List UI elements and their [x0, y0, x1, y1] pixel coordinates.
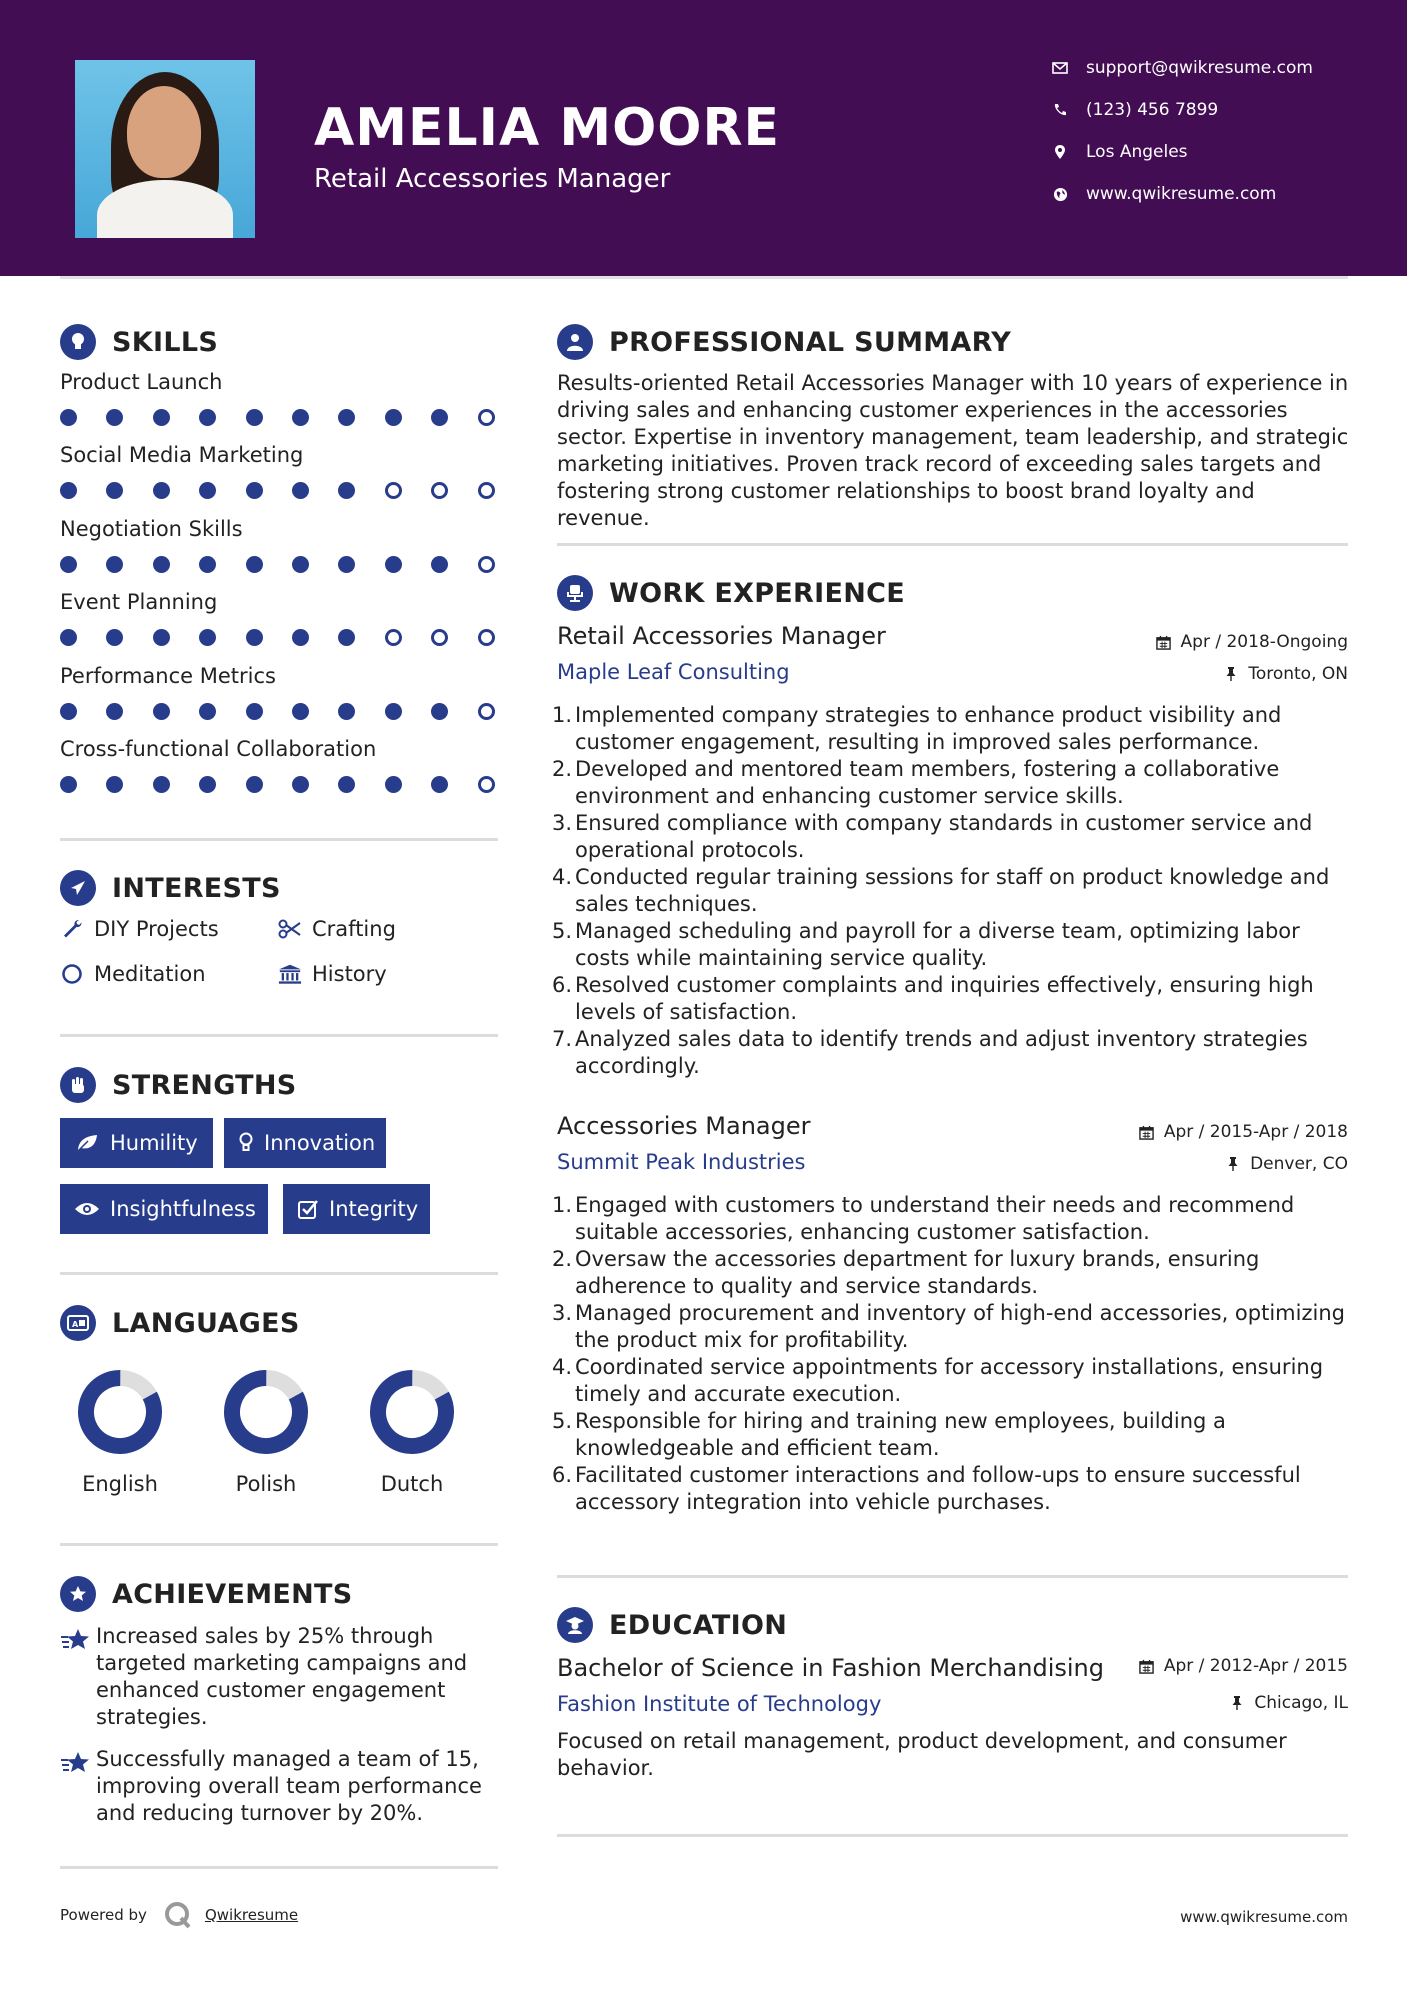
rating-dot-filled: [431, 409, 448, 426]
rating-dot-filled: [60, 409, 77, 426]
section-divider: [557, 543, 1348, 546]
rating-dot-empty: [431, 629, 448, 646]
degree-title: Bachelor of Science in Fashion Merchandising: [557, 1654, 1104, 1682]
section-divider: [557, 1575, 1348, 1578]
skill-name: Performance Metrics: [60, 663, 276, 688]
rating-dot-filled: [292, 629, 309, 646]
language-card-icon: [60, 1305, 96, 1341]
job-location: Toronto, ON: [1222, 664, 1348, 684]
achievement-item: Increased sales by 25% through targeted marketing campaigns and enhanced customer engagement strategies.: [60, 1623, 500, 1731]
responsibility-item: 5. Managed scheduling and payroll for a diverse team, optimizing labor costs while maintaining service quality.: [552, 919, 1300, 970]
rating-dot-filled: [199, 629, 216, 646]
rating-dot-filled: [246, 556, 263, 573]
section-divider: [60, 1272, 498, 1275]
chair-icon: [557, 575, 593, 611]
rating-dot-filled: [199, 556, 216, 573]
rating-dot-filled: [106, 556, 123, 573]
interests-heading: INTERESTS: [60, 870, 281, 906]
section-divider: [60, 1866, 498, 1869]
strength-tag-humility: Humility: [60, 1118, 213, 1168]
rating-dot-filled: [60, 556, 77, 573]
rating-dot-filled: [246, 482, 263, 499]
rating-dot-filled: [60, 482, 77, 499]
rating-dot-filled: [199, 776, 216, 793]
rating-dot-filled: [153, 629, 170, 646]
rating-dot-filled: [292, 703, 309, 720]
experience-heading: WORK EXPERIENCE: [557, 575, 905, 611]
section-divider: [60, 1034, 498, 1037]
rating-dot-filled: [153, 409, 170, 426]
candidate-title: Retail Accessories Manager: [314, 164, 671, 194]
profile-photo: [75, 60, 255, 238]
rating-dot-filled: [292, 776, 309, 793]
rating-dot-filled: [60, 776, 77, 793]
section-divider: [557, 1834, 1348, 1837]
languages-heading: A LANGUAGES: [60, 1305, 300, 1341]
skill-rating: [60, 480, 500, 500]
responsibility-item: 2. Oversaw the accessories department for luxury brands, ensuring adherence to quality and service standards.: [552, 1247, 1260, 1298]
skill-rating: [60, 407, 500, 427]
star-badge-icon: [60, 1576, 96, 1612]
skill-name: Cross-functional Collaboration: [60, 737, 377, 761]
rating-dot-filled: [106, 703, 123, 720]
section-divider: [60, 838, 498, 841]
rating-dot-filled: [385, 409, 402, 426]
rating-dot-filled: [338, 482, 355, 499]
strength-tag-integrity: Integrity: [283, 1184, 430, 1234]
rating-dot-empty: [431, 482, 448, 499]
skill-name: Event Planning: [60, 590, 218, 615]
paper-plane-icon: [60, 870, 96, 906]
qwikresume-link[interactable]: Qwikresume: [204, 1906, 299, 1924]
job-dates: Apr / 2018-Ongoing: [1155, 632, 1348, 652]
leaf-icon: [74, 1132, 100, 1154]
rating-dot-filled: [106, 776, 123, 793]
map-pin-icon: [1050, 142, 1070, 162]
contact-website[interactable]: www.qwikresume.com: [1050, 184, 1276, 204]
skill-rating: [60, 701, 500, 721]
strength-tag-innovation: Innovation: [224, 1118, 386, 1168]
responsibility-item: 1. Implemented company strategies to enhance product visibility and customer engagement, resulting in improved sales performance.: [552, 703, 1282, 754]
star-icon: [60, 1623, 96, 1731]
envelope-icon: [1050, 58, 1070, 78]
rating-dot-filled: [199, 703, 216, 720]
interest-meditation: Meditation: [60, 962, 206, 986]
responsibility-item: 6. Facilitated customer interactions and follow-ups to ensure successful accessory integration into vehicle purchases.: [552, 1463, 1301, 1514]
rating-dot-filled: [292, 556, 309, 573]
circle-icon: [60, 962, 84, 986]
rating-dot-filled: [106, 629, 123, 646]
education-description: Focused on retail management, product development, and consumer behavior.: [557, 1729, 1287, 1780]
bank-icon: [278, 962, 302, 986]
summary-text: Results-oriented Retail Accessories Manager with 10 years of experience in driving sales and enhancing customer experiences in the accessories sector. Expertise in inventory management, team leadership, and strategic marketing initiatives. Proven track record of exceeding sales targets and fostering strong customer relationships to boost brand loyalty and revenue.: [557, 371, 1349, 530]
language-name: Polish: [235, 1472, 297, 1496]
contact-email[interactable]: support@qwikresume.com: [1050, 58, 1313, 78]
summary-heading: PROFESSIONAL SUMMARY: [557, 324, 1011, 360]
interest-history: History: [278, 962, 387, 986]
skill-name: Negotiation Skills: [60, 516, 243, 541]
calendar-icon: [1138, 1657, 1156, 1675]
user-icon: [557, 324, 593, 360]
rating-dot-filled: [385, 556, 402, 573]
check-square-icon: [297, 1198, 319, 1220]
rating-dot-filled: [153, 776, 170, 793]
language-proficiency-arc: [76, 1368, 164, 1456]
rating-dot-filled: [385, 703, 402, 720]
company-name: Summit Peak Industries: [557, 1150, 806, 1174]
education-dates: Apr / 2012-Apr / 2015: [1138, 1656, 1348, 1676]
rating-dot-filled: [60, 629, 77, 646]
contact-location: Los Angeles: [1050, 142, 1188, 162]
rating-dot-filled: [153, 482, 170, 499]
contact-phone[interactable]: (123) 456 7899: [1050, 100, 1218, 120]
rating-dot-filled: [60, 703, 77, 720]
interest-crafting: Crafting: [278, 917, 396, 941]
rating-dot-empty: [478, 556, 495, 573]
rating-dot-filled: [199, 409, 216, 426]
rating-dot-empty: [385, 629, 402, 646]
rating-dot-filled: [153, 556, 170, 573]
job-dates: Apr / 2015-Apr / 2018: [1138, 1122, 1348, 1142]
rating-dot-empty: [478, 482, 495, 499]
phone-icon: [1050, 100, 1070, 120]
achievements-heading: ACHIEVEMENTS: [60, 1576, 353, 1612]
rating-dot-filled: [338, 556, 355, 573]
interest-diy-projects: DIY Projects: [60, 917, 219, 941]
responsibility-item: 5. Responsible for hiring and training new employees, building a knowledgeable and efficient team.: [552, 1409, 1226, 1460]
education-heading: EDUCATION: [557, 1607, 787, 1643]
rating-dot-filled: [246, 776, 263, 793]
rating-dot-filled: [246, 409, 263, 426]
graduate-icon: [557, 1607, 593, 1643]
rating-dot-filled: [385, 776, 402, 793]
responsibility-item: 3. Managed procurement and inventory of high-end accessories, optimizing the product mix for profitability.: [552, 1301, 1345, 1352]
job-responsibilities: [552, 1192, 1352, 1516]
rating-dot-filled: [153, 703, 170, 720]
resume-header: [0, 0, 1407, 276]
rating-dot-filled: [106, 409, 123, 426]
strength-tag-insightfulness: Insightfulness: [60, 1184, 268, 1234]
job-title: Accessories Manager: [557, 1112, 811, 1140]
responsibility-item: 1. Engaged with customers to understand their needs and recommend suitable accessories, enhancing customer satisfaction.: [552, 1193, 1295, 1244]
responsibility-item: 4. Conducted regular training sessions for staff on product knowledge and sales techniques.: [552, 865, 1330, 916]
rating-dot-filled: [338, 629, 355, 646]
section-divider: [60, 1543, 498, 1546]
school-name: Fashion Institute of Technology: [557, 1692, 882, 1716]
rating-dot-filled: [431, 556, 448, 573]
rating-dot-filled: [338, 776, 355, 793]
scissors-icon: [278, 917, 302, 941]
education-location: Chicago, IL: [1228, 1693, 1348, 1713]
responsibility-item: 4. Coordinated service appointments for accessory installations, ensuring timely and accurate execution.: [552, 1355, 1324, 1406]
language-proficiency-ring: [368, 1368, 456, 1456]
rating-dot-filled: [246, 703, 263, 720]
skills-heading: SKILLS: [60, 324, 218, 360]
achievement-item: Successfully managed a team of 15, improving overall team performance and reducing turnover by 20%.: [60, 1746, 500, 1827]
globe-icon: [1050, 184, 1070, 204]
rating-dot-empty: [478, 409, 495, 426]
calendar-icon: [1155, 633, 1173, 651]
skill-name: Product Launch: [60, 370, 223, 394]
language-proficiency-arc: [368, 1368, 456, 1456]
language-proficiency-arc: [222, 1368, 310, 1456]
skill-rating: [60, 774, 500, 794]
rating-dot-filled: [338, 409, 355, 426]
footer-website[interactable]: www.qwikresume.com: [1180, 1908, 1348, 1926]
strengths-heading: STRENGTHS: [60, 1067, 297, 1103]
responsibility-item: 6. Resolved customer complaints and inquiries effectively, ensuring high levels of satisfaction.: [552, 973, 1314, 1024]
pushpin-icon: [1224, 1155, 1242, 1173]
responsibility-item: 2. Developed and mentored team members, fostering a collaborative environment and enhancing customer service skills.: [552, 757, 1280, 808]
job-responsibilities: [552, 702, 1352, 1080]
company-name: Maple Leaf Consulting: [557, 660, 790, 684]
candidate-name: AMELIA MOORE: [314, 98, 781, 158]
language-proficiency-ring: [222, 1368, 310, 1456]
rating-dot-filled: [431, 703, 448, 720]
header-divider: [60, 276, 1348, 279]
rating-dot-filled: [246, 629, 263, 646]
footer-powered-by: Powered by Qwikresume: [60, 1900, 298, 1930]
rating-dot-empty: [478, 629, 495, 646]
lightbulb-icon: [238, 1132, 254, 1154]
pushpin-icon: [1228, 1694, 1246, 1712]
eye-icon: [74, 1198, 100, 1220]
star-icon: [60, 1746, 96, 1827]
wrench-icon: [60, 917, 84, 941]
hand-icon: [60, 1067, 96, 1103]
language-name: English: [82, 1472, 158, 1496]
skill-name: Social Media Marketing: [60, 443, 304, 468]
rating-dot-filled: [199, 482, 216, 499]
job-title: Retail Accessories Manager: [557, 622, 886, 650]
lightbulb-icon: [60, 324, 96, 360]
rating-dot-filled: [292, 409, 309, 426]
skill-rating: [60, 554, 500, 574]
rating-dot-empty: [478, 776, 495, 793]
rating-dot-filled: [338, 703, 355, 720]
rating-dot-empty: [478, 703, 495, 720]
language-proficiency-ring: [76, 1368, 164, 1456]
qwikresume-logo-icon: [163, 1900, 193, 1930]
language-name: Dutch: [380, 1472, 444, 1496]
rating-dot-filled: [431, 776, 448, 793]
rating-dot-filled: [292, 482, 309, 499]
rating-dot-filled: [106, 482, 123, 499]
responsibility-item: 7. Analyzed sales data to identify trends and adjust inventory strategies accordingly.: [552, 1027, 1308, 1078]
job-location: Denver, CO: [1224, 1154, 1348, 1174]
pushpin-icon: [1222, 665, 1240, 683]
rating-dot-empty: [385, 482, 402, 499]
calendar-icon: [1138, 1123, 1156, 1141]
responsibility-item: 3. Ensured compliance with company standards in customer service and operational protocols.: [552, 811, 1313, 862]
svg-text:A: A: [72, 1320, 79, 1329]
skill-rating: [60, 627, 500, 647]
